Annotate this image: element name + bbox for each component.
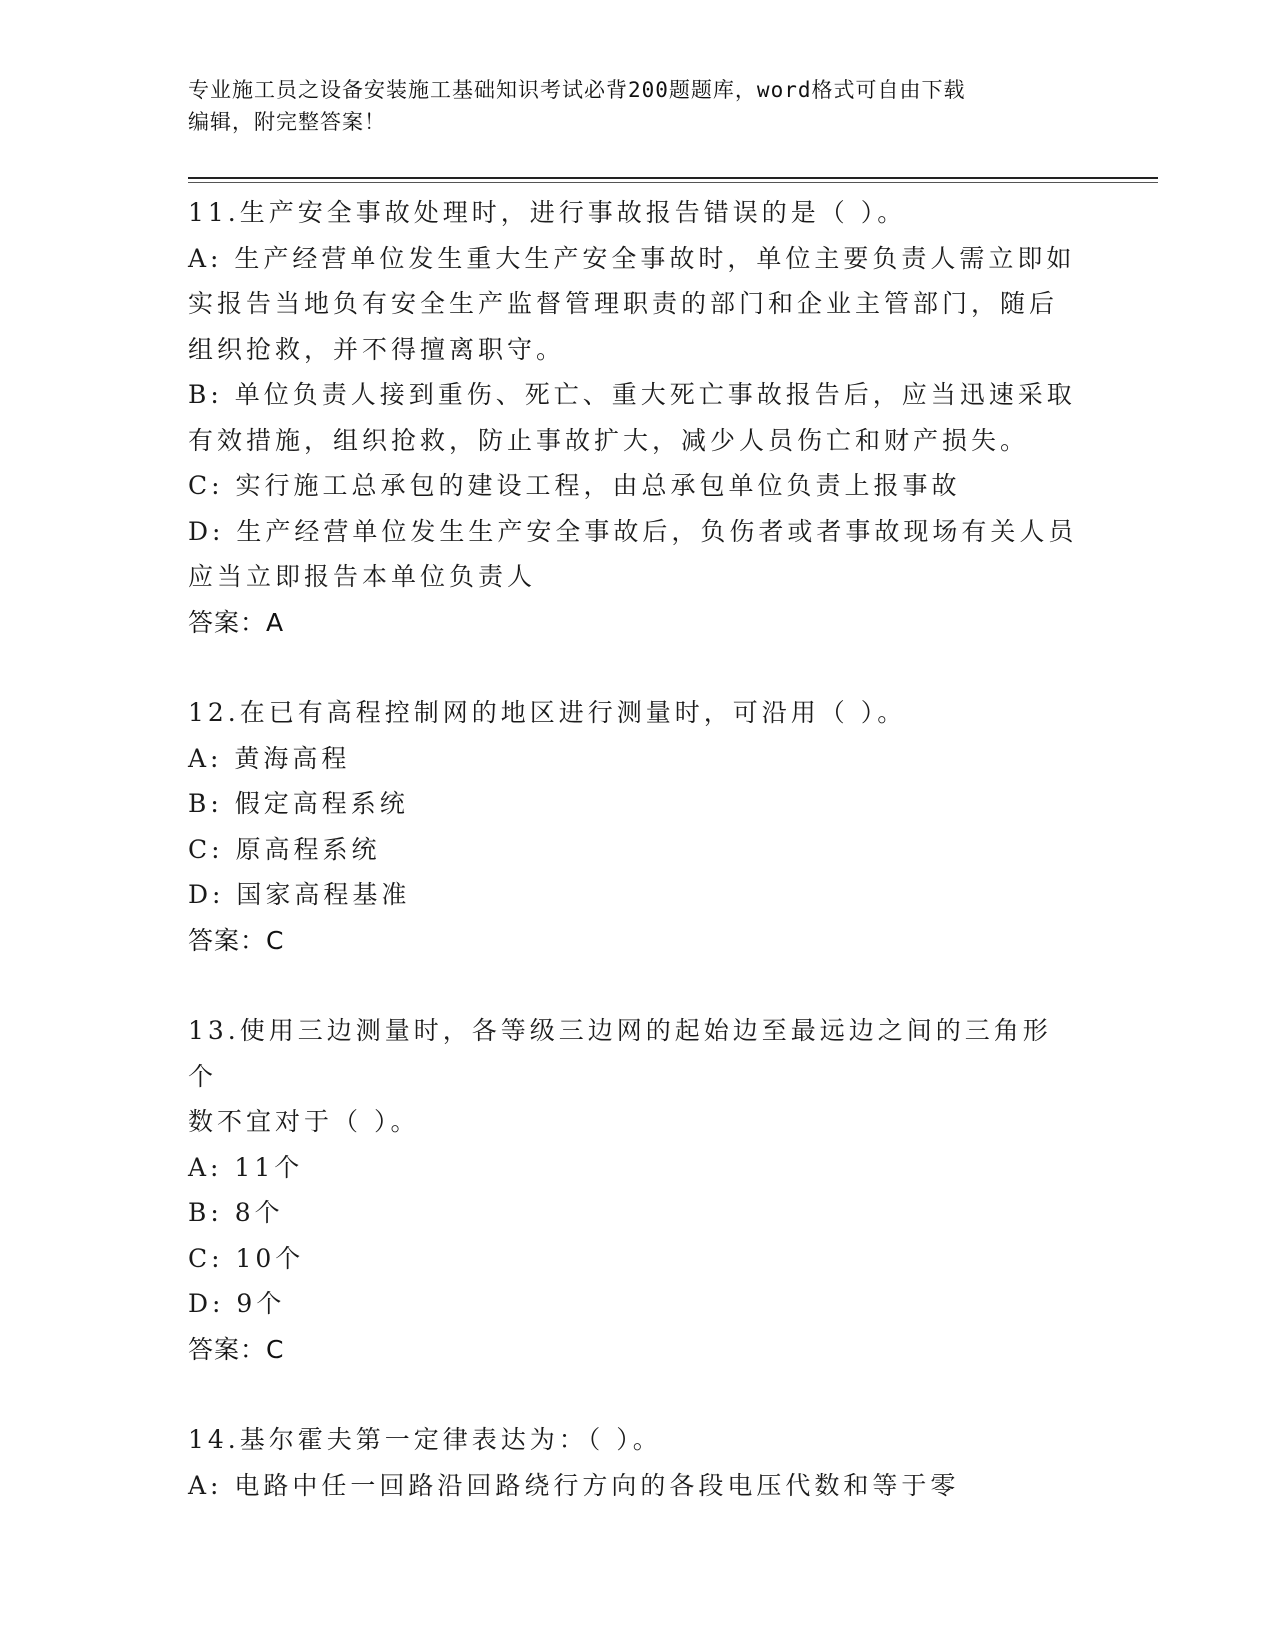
answer-13: 答案：C xyxy=(188,1334,285,1364)
document-header xyxy=(188,74,1068,138)
question-stem: 14.基尔霍夫第一定律表达为：（ ）。 xyxy=(188,1425,662,1454)
option-b-line: B: 假定高程系统 xyxy=(188,789,409,818)
option-a-line: A: 生产经营单位发生重大生产安全事故时，单位主要负责人需立即如 xyxy=(188,243,1076,273)
header-divider-thin xyxy=(188,182,1158,183)
question-stem: 11.生产安全事故处理时，进行事故报告错误的是（ ）。 xyxy=(188,198,907,227)
option-b-line: B: 8个 xyxy=(188,1198,284,1227)
question-stem: 13.使用三边测量时，各等级三边网的起始边至最远边之间的三角形个 xyxy=(188,1016,1052,1091)
question-list xyxy=(188,190,1078,1508)
question-spacer xyxy=(188,1372,1078,1417)
option-d-line: D: 9个 xyxy=(188,1289,286,1318)
question-13 xyxy=(188,1008,1078,1327)
header-line-2: 编辑，附完整答案！ xyxy=(188,110,386,134)
option-d-line: 应当立即报告本单位负责人 xyxy=(188,562,537,591)
question-spacer xyxy=(188,963,1078,1008)
question-12 xyxy=(188,690,1078,918)
option-a-line: 组织抢救，并不得擅离职守。 xyxy=(188,334,566,364)
question-stem: 12.在已有高程控制网的地区进行测量时，可沿用（ ）。 xyxy=(188,698,907,727)
header-divider-thick xyxy=(188,177,1158,179)
option-d-line: D: 生产经营单位发生生产安全事故后，负伤者或者事故现场有关人员 xyxy=(188,516,1078,546)
option-b-line: 有效措施，组织抢救，防止事故扩大，减少人员伤亡和财产损失。 xyxy=(188,425,1030,455)
answer-11: 答案：A xyxy=(188,607,285,637)
option-b-line: B: 单位负责人接到重伤、死亡、重大死亡事故报告后，应当迅速采取 xyxy=(188,380,1076,409)
option-a-line: A: 电路中任一回路沿回路绕行方向的各段电压代数和等于零 xyxy=(188,1470,960,1500)
option-a-line: A: 11个 xyxy=(188,1152,304,1182)
option-c-line: C: 10个 xyxy=(188,1243,305,1273)
option-a-line: A: 黄海高程 xyxy=(188,743,351,773)
option-c-line: C: 实行施工总承包的建设工程，由总承包单位负责上报事故 xyxy=(188,471,961,500)
question-14 xyxy=(188,1417,1078,1508)
option-c-line: C: 原高程系统 xyxy=(188,834,381,864)
option-d-line: D: 国家高程基准 xyxy=(188,880,411,909)
answer-12: 答案：C xyxy=(188,925,285,955)
question-11 xyxy=(188,190,1078,600)
question-stem: 数不宜对于（ ）。 xyxy=(188,1107,420,1136)
question-spacer xyxy=(188,645,1078,690)
option-a-line: 实报告当地负有安全生产监督管理职责的部门和企业主管部门，随后 xyxy=(188,289,1059,318)
header-line-1: 专业施工员之设备安装施工基础知识考试必背200题题库，word格式可自由下载 xyxy=(188,78,966,102)
